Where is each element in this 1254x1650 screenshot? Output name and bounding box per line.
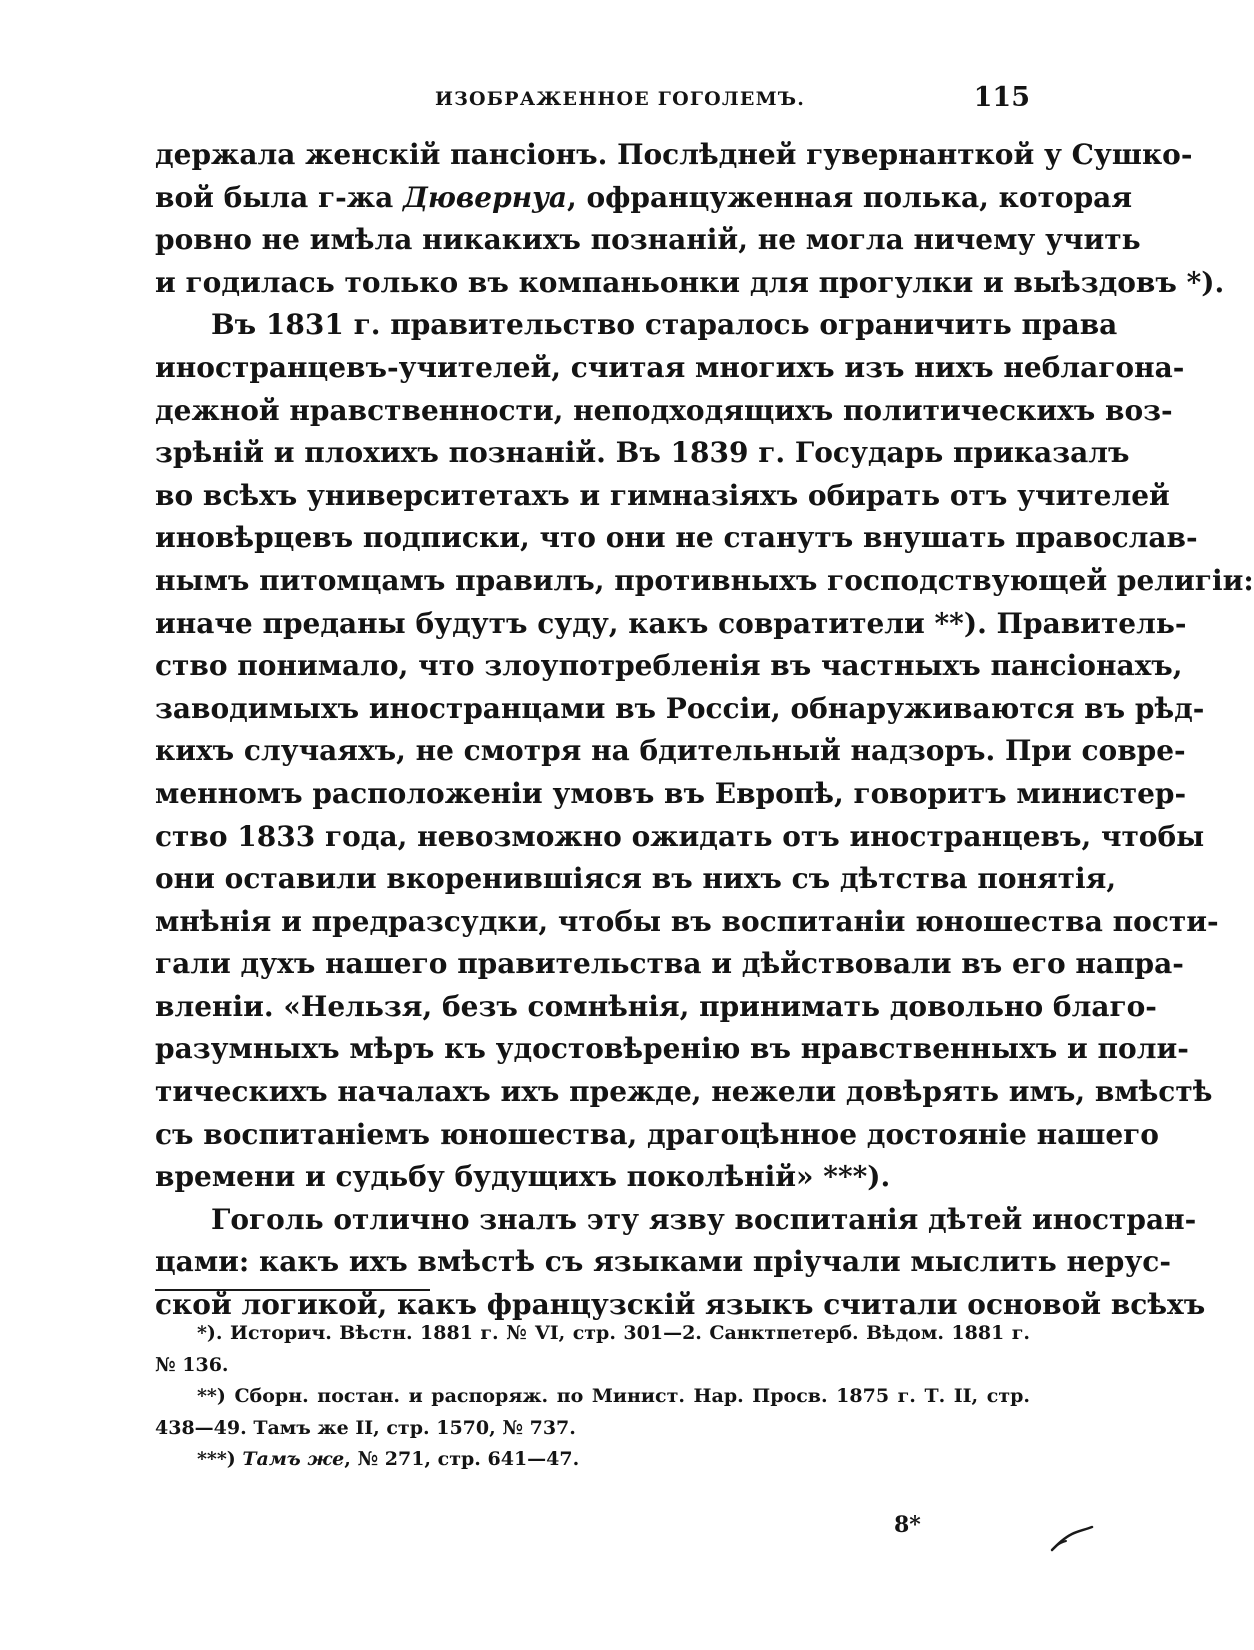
text-line: вленіи. «Нельзя, безъ сомнѣнія, принимать довольно благо- [155, 989, 1157, 1023]
running-title: ИЗОБРАЖЕННОЕ ГОГОЛЕМЪ. [435, 88, 806, 110]
page-header [155, 84, 1030, 120]
text-line: иновѣрцевъ подписки, что они не станутъ внушать православ- [155, 521, 1198, 555]
footnote-marker: ***) [197, 1448, 243, 1470]
main-text [155, 134, 1254, 1327]
footnote-line: **) Сборн. постан. и распоряж. по Минист. Нар. Просв. 1875 г. Т. II, стр. [197, 1385, 1030, 1407]
text-line: нымъ питомцамъ правилъ, противныхъ господствующей религіи: [155, 563, 1254, 597]
ink-mark-icon [1050, 1524, 1094, 1554]
italic-name: Дювернуа [402, 180, 567, 214]
text-line: гали духъ нашего правительства и дѣйствовали въ его напра- [155, 947, 1184, 981]
text-line: Въ 1831 г. правительство старалось ограничить права [211, 308, 1118, 342]
italic-reference: Тамъ же [242, 1448, 345, 1470]
footnote-line: 438—49. Тамъ же II, стр. 1570, № 737. [155, 1416, 576, 1439]
text-line: они оставили вкоренившіяся въ нихъ съ дѣтства понятія, [155, 862, 1117, 896]
text-line [155, 177, 1133, 220]
text-line: дежной нравственности, неподходящихъ политическихъ воз- [155, 393, 1173, 427]
signature-mark: 8* [894, 1512, 921, 1538]
text-line: держала женскій пансіонъ. Послѣдней гувернанткой у Сушко- [155, 138, 1193, 171]
text-line: кихъ случаяхъ, не смотря на бдительный надзоръ. При совре- [155, 734, 1186, 768]
footnote-segment: , № 271, стр. 641—47. [344, 1448, 580, 1470]
text-line: ровно не имѣла никакихъ познаній, не могла ничему учить [155, 223, 1141, 257]
text-line: заводимыхъ иностранцами въ Россіи, обнаруживаются въ рѣд- [155, 691, 1205, 725]
text-line: съ воспитаніемъ юношества, драгоцѣнное достояніе нашего [155, 1117, 1159, 1151]
text-line: зрѣній и плохихъ познаній. Въ 1839 г. Государь приказалъ [155, 436, 1130, 470]
footnote-divider [155, 1289, 430, 1291]
footnote-line: *). Историч. Вѣстн. 1881 г. № VI, стр. 301—2. Санктпетерб. Вѣдом. 1881 г. [197, 1322, 1030, 1344]
text-line: во всѣхъ университетахъ и гимназіяхъ обирать отъ учителей [155, 478, 1170, 512]
text-line: ской логикой, какъ французскій языкъ считали основой всѣхъ [155, 1288, 1206, 1322]
footnotes [155, 1318, 1030, 1476]
text-line: иностранцевъ-учителей, считая многихъ изъ нихъ неблагона- [155, 350, 1185, 384]
footnote-line: № 136. [155, 1353, 229, 1376]
text-line: разумныхъ мѣръ къ удостовѣренію въ нравственныхъ и поли- [155, 1032, 1189, 1066]
text-line: Гоголь отлично зналъ эту язву воспитанія дѣтей иностран- [211, 1202, 1197, 1236]
text-line: мнѣнія и предразсудки, чтобы въ воспитаніи юношества пости- [155, 904, 1219, 938]
text-line: и годилась только въ компаньонки для прогулки и выѣздовъ *). [155, 265, 1225, 299]
text-segment: вой была г-жа [155, 180, 403, 214]
text-line: иначе преданы будутъ суду, какъ совратители **). Правитель- [155, 606, 1187, 640]
footnote-line [155, 1444, 1030, 1476]
text-line: времени и судьбу будущихъ поколѣній» ***). [155, 1160, 891, 1194]
text-line: ство 1833 года, невозможно ожидать отъ иностранцевъ, чтобы [155, 819, 1205, 853]
text-line: ство понимало, что злоупотребленія въ частныхъ пансіонахъ, [155, 649, 1183, 683]
page-number: 115 [973, 82, 1030, 113]
text-line: тическихъ началахъ ихъ прежде, нежели довѣрять имъ, вмѣстѣ [155, 1075, 1213, 1109]
text-line: цами: какъ ихъ вмѣстѣ съ языками пріучали мыслить нерус- [155, 1245, 1171, 1279]
text-segment: , офранцуженная полька, которая [567, 180, 1133, 214]
text-line: менномъ расположеніи умовъ въ Европѣ, говоритъ министер- [155, 776, 1187, 810]
